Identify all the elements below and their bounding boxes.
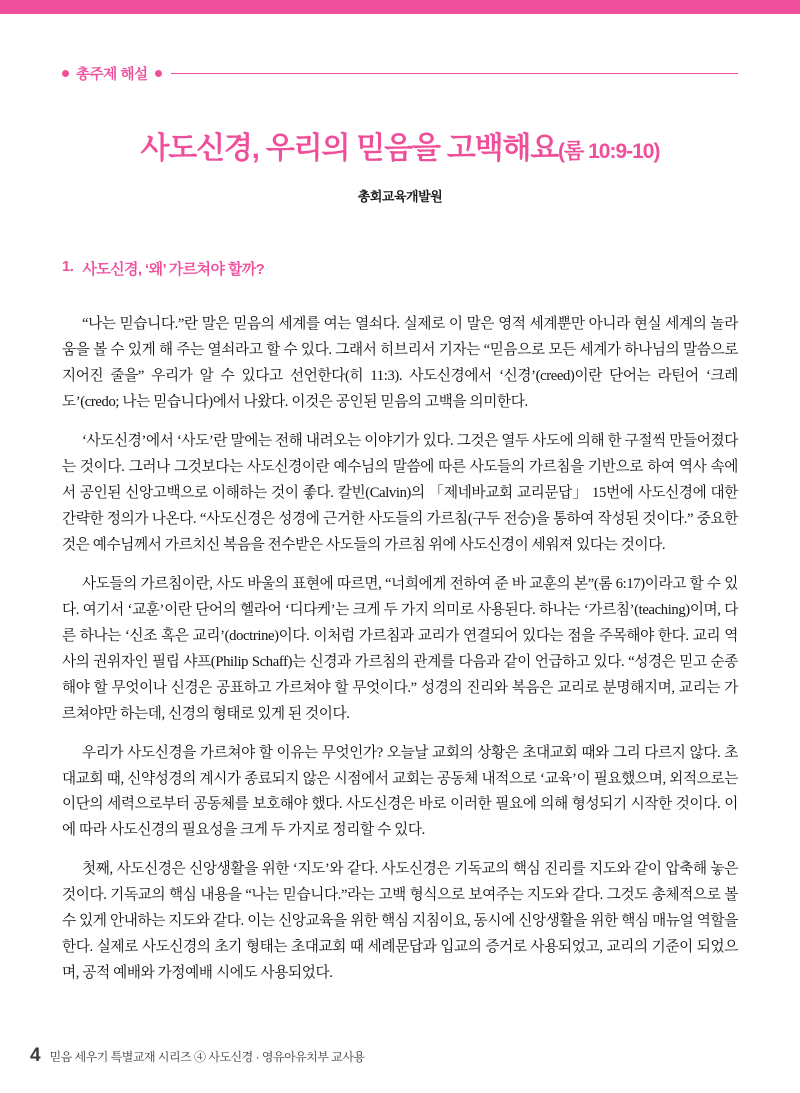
paragraph: ‘사도신경’에서 ‘사도’란 말에는 전해 내려오는 이야기가 있다. 그것은 열두 사도에 의해 한 구절씩 만들어졌다는 것이다. 그러나 그것보다는 사도신경이란 예수님의 말씀에 따른 사도들의 가르침을 기반으로 하여 역사 속에서 공인된 신앙고백으로 이해하는 것이 좋다. 칼빈(Calvin)의 「제네바교회 교리문답」 15번에 사도신경에 대한 간략한 정의가 나온다. “사도신경은 성경에 근거한 사도들의 가르침(구두 전승)을 통하여 작성된 것이다.” 중요한 것은 예수님께서 가르치신 복음을 전수받은 사도들의 가르침 위에 사도신경이 세워져 있다는 것이다. — [62, 432, 738, 553]
top-accent-band — [0, 0, 800, 14]
paragraph: 사도들의 가르침이란, 사도 바울의 표현에 따르면, “너희에게 전하여 준 바 교훈의 본”(롬 6:17)이라고 할 수 있다. 여기서 ‘교훈’이란 단어의 헬라어 ‘디다케’는 크게 두 가지 의미로 사용된다. 하나는 ‘가르침’(teaching)이며, 다른 하나는 ‘신조 혹은 교리’(doctrine)이다. 이처럼 가르침과 교리가 연결되어 있다는 점을 주목해야 한다. 교리 역사의 권위자인 필립 샤프(Philip Schaff)는 신경과 가르침의 관계를 다음과 같이 언급하고 있다. “성경은 믿고 순종해야 할 무엇이나 신경은 공표하고 가르쳐야 할 무엇이다.” 성경의 진리와 복음은 교리로 분명해지며, 교리는 가르쳐야만 하는데, 신경의 형태로 있게 된 것이다. — [62, 575, 738, 722]
kicker-label: 총주제 해설 — [76, 66, 148, 83]
bullet-dot-icon-secondary — [155, 70, 162, 77]
page-title — [141, 132, 660, 167]
body-copy — [62, 312, 738, 1000]
kicker-row — [62, 62, 738, 84]
page-title-wrap — [0, 132, 800, 167]
page-title-main: 사도신경, 우리의 믿음을 고백해요 — [140, 132, 558, 165]
section-heading — [62, 258, 752, 279]
page-title-reference: (롬 10:9-10) — [557, 140, 660, 163]
page-number: 4 — [30, 1045, 41, 1066]
paragraph: 우리가 사도신경을 가르쳐야 할 이유는 무엇인가? 오늘날 교회의 상황은 초대교회 때와 그리 다르지 않다. 초대교회 때, 신약성경의 계시가 종료되지 않은 시점에서 교회는 공동체 내적으로 ‘교육’이 필요했으며, 외적으로는 이단의 세력으로부터 공동체를 보호해야 했다. 사도신경은 바로 이러한 필요에 의해 형성되기 시작한 것이다. 이에 따라 사도신경의 필요성을 크게 두 가지로 정리할 수 있다. — [62, 744, 738, 839]
paragraph: “나는 믿습니다.”란 말은 믿음의 세계를 여는 열쇠다. 실제로 이 말은 영적 세계뿐만 아니라 현실 세계의 놀라움을 볼 수 있게 해 주는 열쇠라고 할 수 있다. 그래서 히브리서 기자는 “믿음으로 모든 세계가 하나님의 말씀으로 지어진 줄을” 우리가 알 수 있다고 선언한다(히 11:3). 사도신경에서 ‘신경’(creed)이란 단어는 라틴어 ‘크레도’(credo; 나는 믿습니다)에서 나왔다. 이것은 공인된 믿음의 고백을 의미한다. — [62, 316, 738, 410]
byline: 총회교육개발원 — [357, 189, 443, 204]
footer-caption: 믿음 세우기 특별교재 시리즈 ④ 사도신경 · 영유아유치부 교사용 — [49, 1050, 365, 1064]
section-title: 사도신경, ‘왜’ 가르쳐야 할까? — [82, 261, 265, 278]
kicker-rule — [171, 73, 738, 74]
bullet-dot-icon — [62, 70, 69, 77]
page-footer — [30, 1045, 365, 1067]
section-number: 1. — [62, 258, 74, 275]
paragraph: 첫째, 사도신경은 신앙생활을 위한 ‘지도’와 같다. 사도신경은 기독교의 핵심 진리를 지도와 같이 압축해 놓은 것이다. 기독교의 핵심 내용을 “나는 믿습니다.”라는 고백 형식으로 보여주는 지도와 같다. 그것도 총체적으로 볼 수 있게 안내하는 지도와 같다. 이는 신앙교육을 위한 핵심 지침이요, 동시에 신앙생활을 위한 핵심 매뉴얼 역할을 한다. 실제로 사도신경의 초기 형태는 초대교회 때 세례문답과 입교의 증거로 사용되었고, 교리의 기준이 되었으며, 공적 예배와 가정예배 시에도 사용되었다. — [62, 861, 738, 982]
